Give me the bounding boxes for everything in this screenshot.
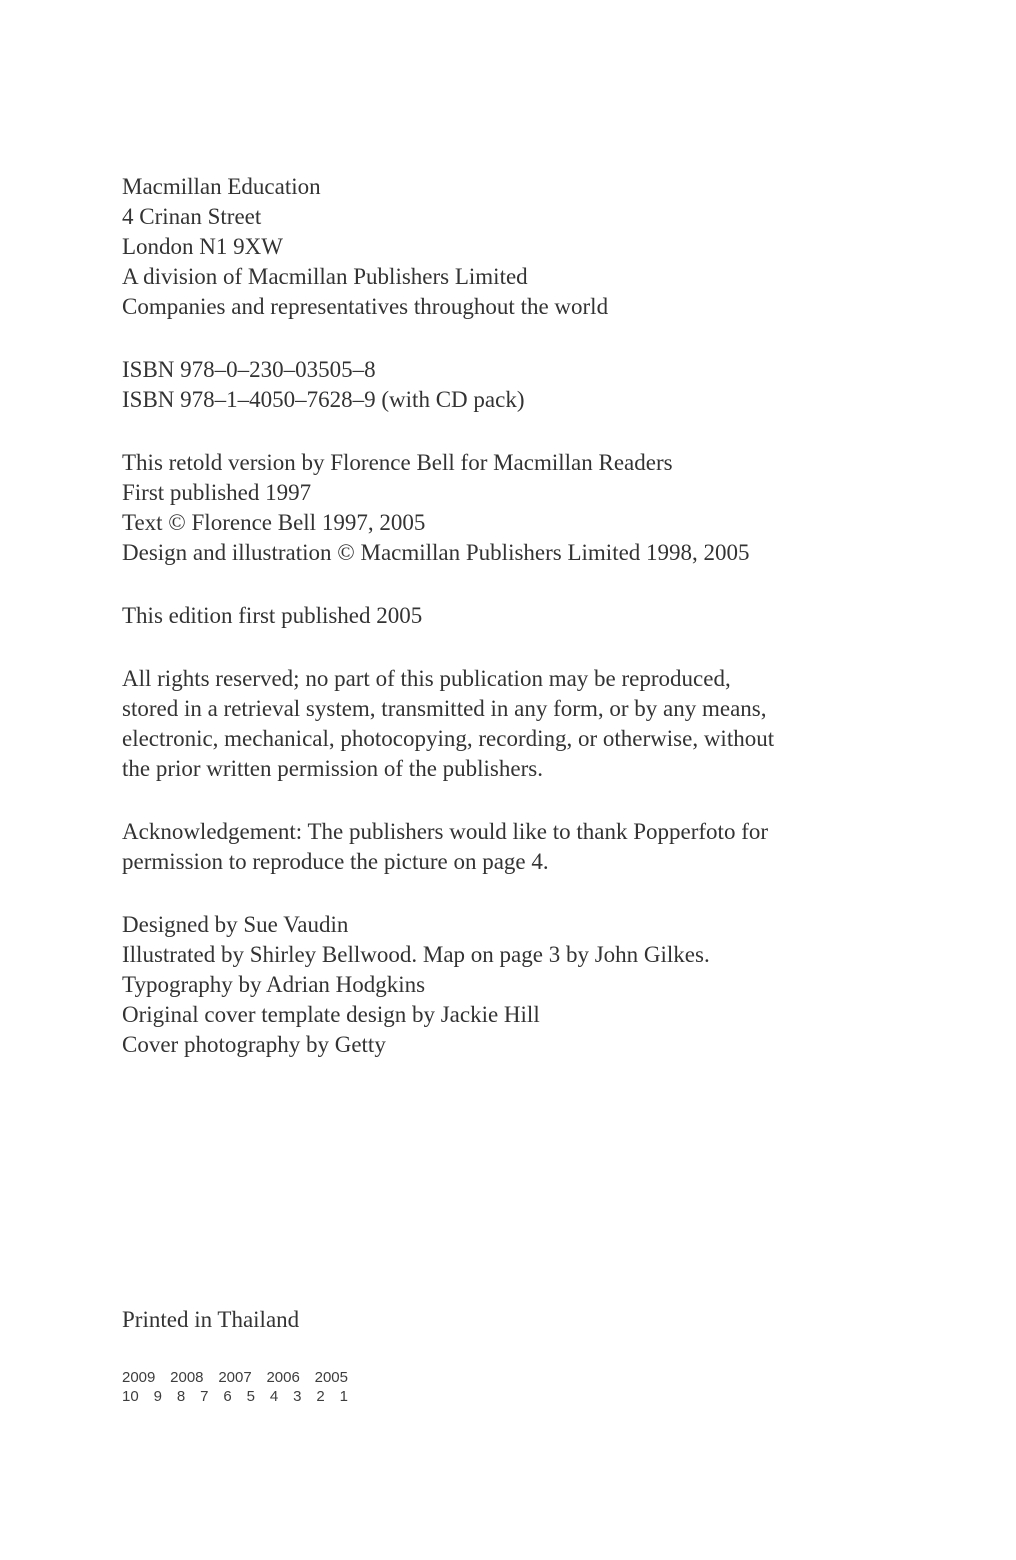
isbn-line: ISBN 978–0–230–03505–8 [122,357,376,382]
text-line: Companies and representatives throughout the world [122,294,609,319]
text-line: the prior written permission of the publishers. [122,756,543,781]
text-line: London N1 9XW [122,234,283,259]
text-line: This edition first published 2005 [122,603,423,628]
edition-block [122,601,936,631]
text-line: Illustrated by Shirley Bellwood. Map on page 3 by John Gilkes. [122,942,710,967]
text-line: Design and illustration © Macmillan Publishers Limited 1998, 2005 [122,540,750,565]
impression-year: 2007 [218,1369,252,1386]
text-line: This retold version by Florence Bell for Macmillan Readers [122,450,673,475]
impression-years-row [122,1368,348,1387]
impression-number: 5 [246,1388,255,1405]
impression-year: 2008 [170,1369,204,1386]
impression-number: 7 [200,1388,209,1405]
text-line: All rights reserved; no part of this publication may be reproduced, [122,666,731,691]
impression-year: 2009 [122,1369,156,1386]
text-line: Printed in Thailand [122,1307,300,1332]
isbn-line: ISBN 978–1–4050–7628–9 (with CD pack) [122,387,525,412]
impression-year: 2005 [314,1369,348,1386]
text-line: Acknowledgement: The publishers would like to thank Popperfoto for [122,819,769,844]
text-line: stored in a retrieval system, transmitted in any form, or by any means, [122,696,767,721]
impression-number: 3 [293,1388,302,1405]
text-line: electronic, mechanical, photocopying, recording, or otherwise, without [122,726,775,751]
impression-year: 2006 [266,1369,300,1386]
version-copyright-block [122,448,936,568]
impression-numbers-block [122,1368,348,1406]
isbn-block [122,355,936,415]
impression-number: 2 [316,1388,325,1405]
rights-block [122,664,936,784]
text-line: Typography by Adrian Hodgkins [122,972,426,997]
publisher-address-block [122,172,936,322]
text-line: Cover photography by Getty [122,1032,386,1057]
credits-block [122,910,936,1060]
impression-count-row [122,1387,348,1406]
acknowledgement-block [122,817,936,877]
impression-number: 1 [339,1388,348,1405]
printed-in-line [122,1305,936,1335]
text-line: 4 Crinan Street [122,204,262,229]
impression-number: 8 [176,1388,186,1405]
impression-number: 10 [122,1388,139,1405]
impression-number: 6 [223,1388,232,1405]
text-line: A division of Macmillan Publishers Limited [122,264,528,289]
text-line: Text © Florence Bell 1997, 2005 [122,510,426,535]
text-line: Macmillan Education [122,174,321,199]
text-line: Original cover template design by Jackie Hill [122,1002,540,1027]
text-line: permission to reproduce the picture on page 4. [122,849,549,874]
text-line: Designed by Sue Vaudin [122,912,349,937]
impression-number: 9 [153,1388,162,1405]
impression-number: 4 [269,1388,279,1405]
text-line: First published 1997 [122,480,312,505]
